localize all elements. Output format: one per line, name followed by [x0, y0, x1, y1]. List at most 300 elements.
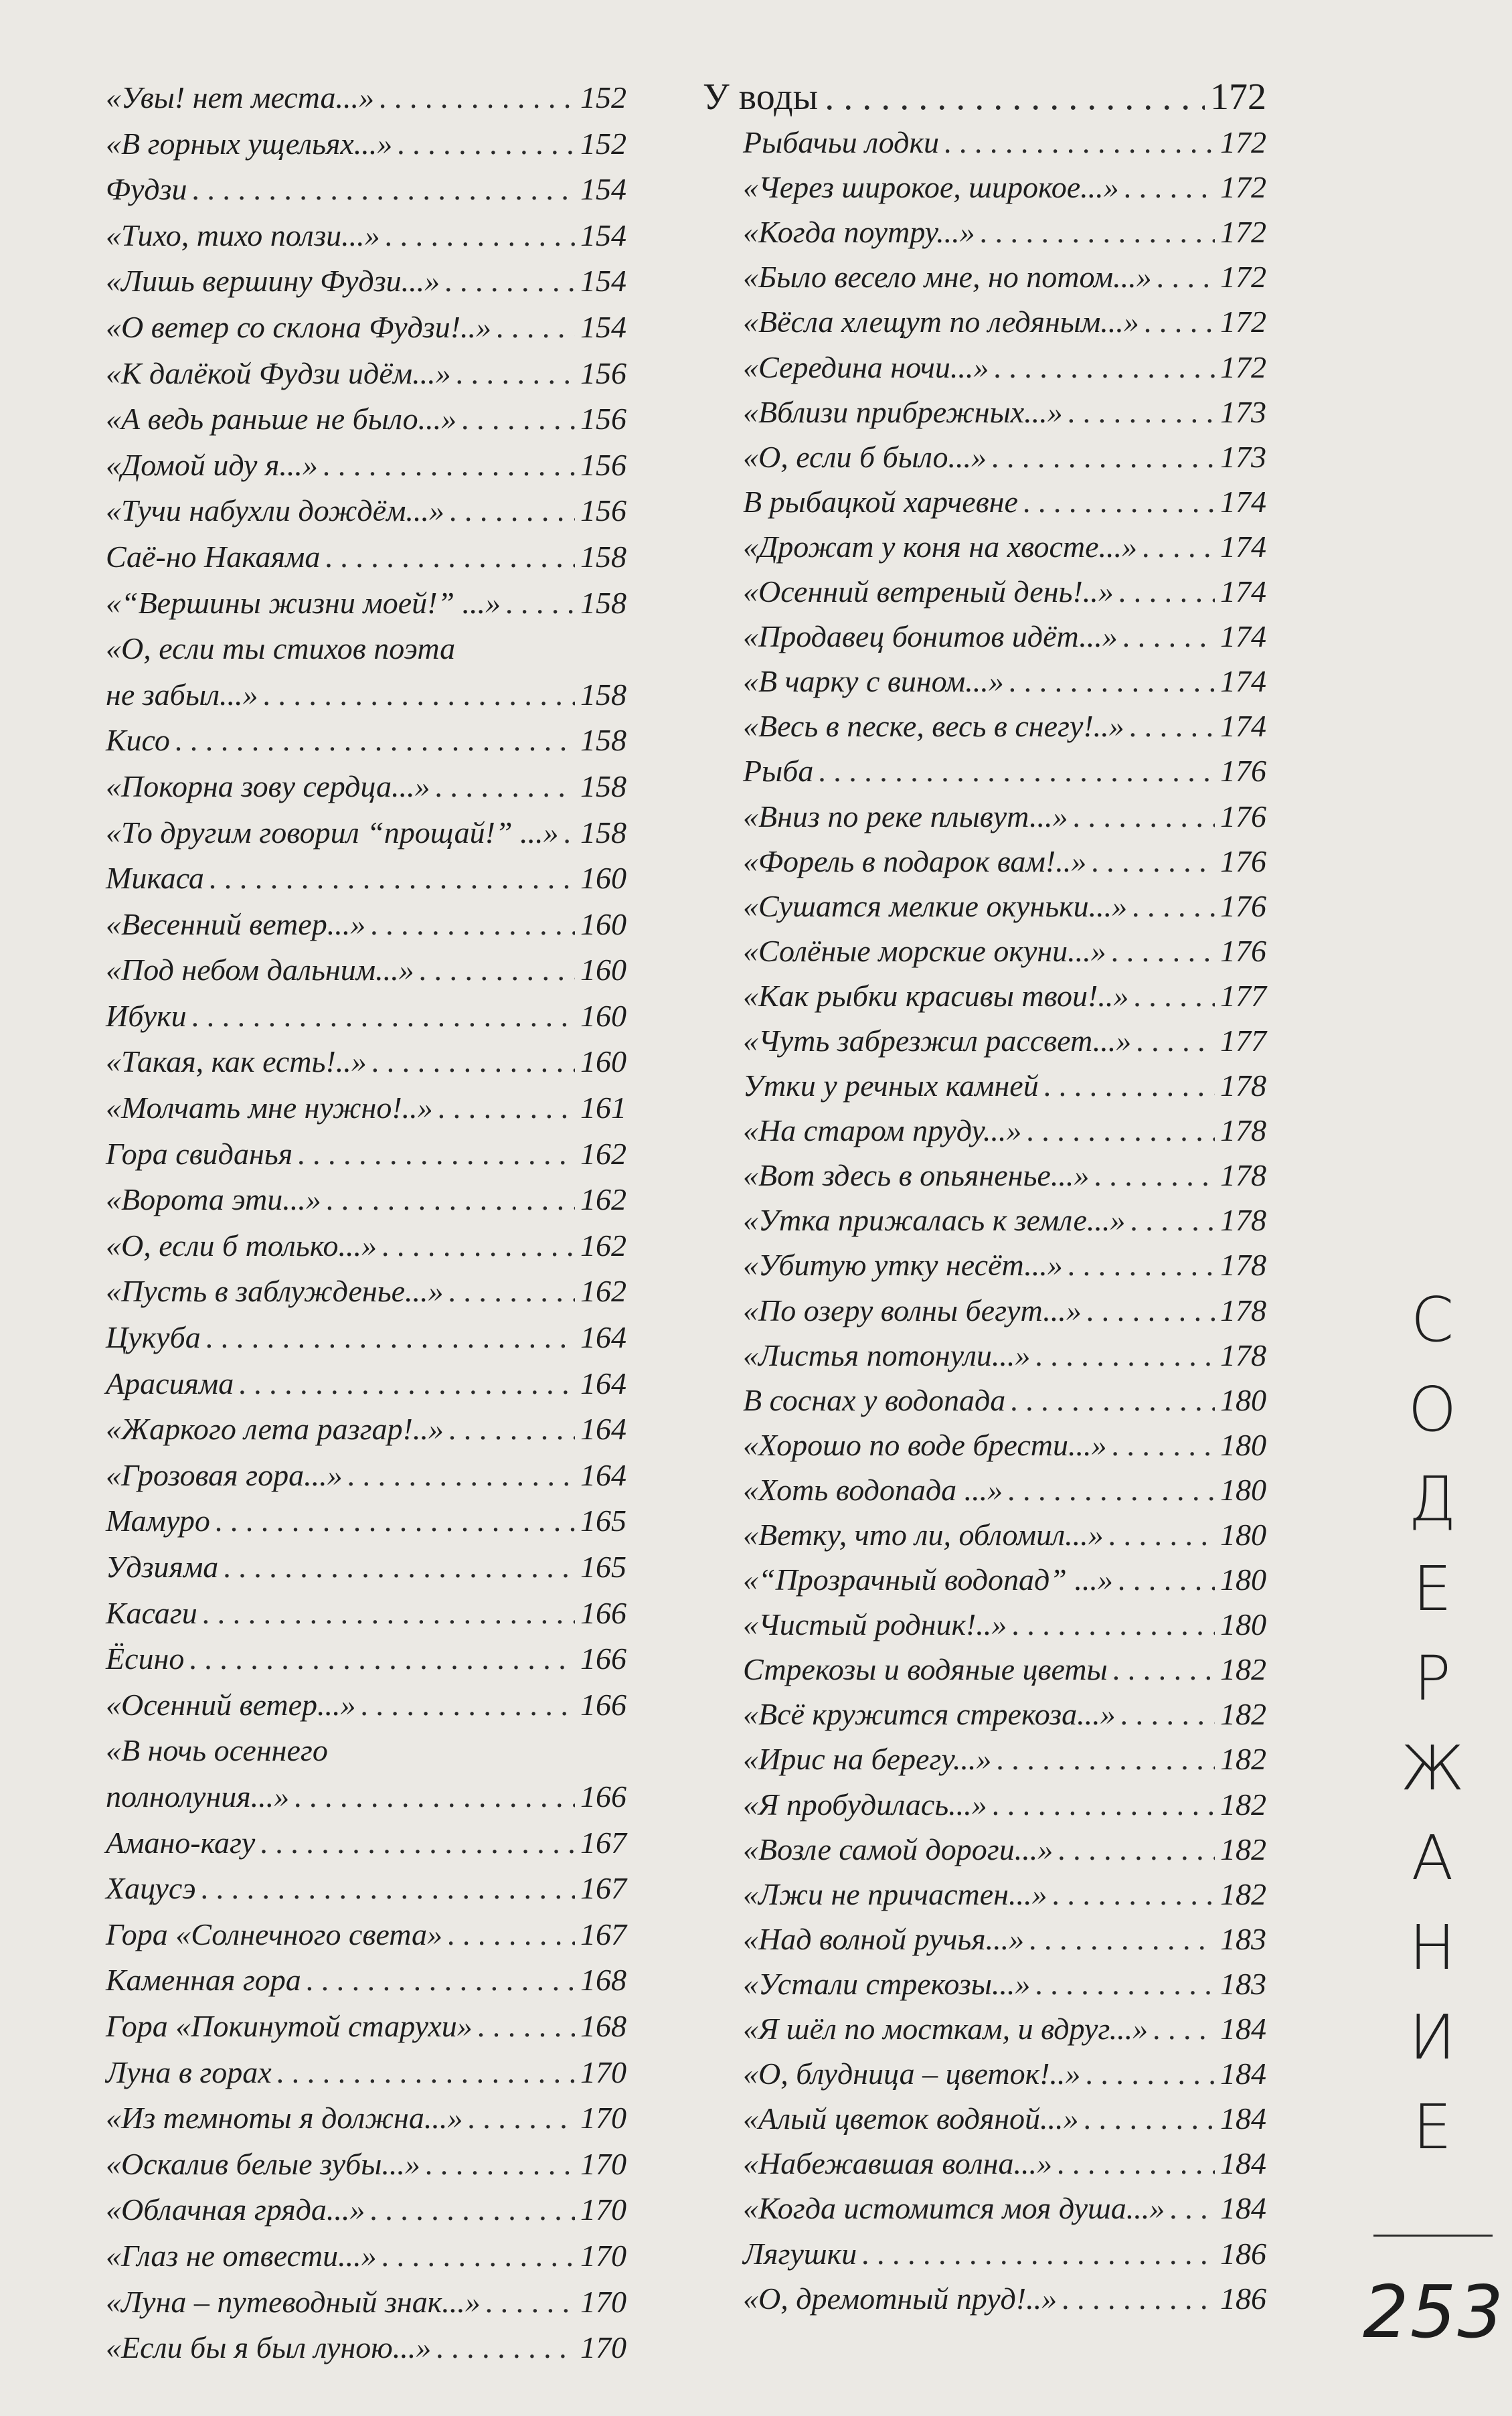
- dot-leader: [277, 2050, 575, 2096]
- dot-leader: [1145, 299, 1215, 344]
- toc-entry: [106, 1682, 626, 1728]
- dot-leader: [1134, 973, 1215, 1018]
- dot-leader: [1119, 569, 1215, 614]
- toc-entry: [106, 947, 626, 993]
- toc-left-column: [106, 75, 626, 2371]
- toc-entry-page: 166: [580, 1595, 626, 1630]
- toc-entry: [703, 1557, 1266, 1602]
- toc-entry-title: «О, если б только...»: [106, 1228, 377, 1263]
- dot-leader: [993, 1782, 1215, 1827]
- toc-entry-title: «Тучи набухли дождём...»: [106, 493, 444, 528]
- toc-entry: [703, 704, 1266, 748]
- toc-entry-title: «Грозовая гора...»: [106, 1457, 343, 1492]
- toc-entry-title: «Домой иду я...»: [106, 447, 318, 482]
- toc-entry-title: не забыл...»: [106, 677, 258, 712]
- toc-entry-page: 164: [580, 1412, 626, 1447]
- toc-entry-page: 178: [1220, 1113, 1266, 1148]
- toc-entry: [106, 1406, 626, 1453]
- toc-entry-page: 172: [1220, 260, 1266, 295]
- toc-entry-page: 176: [1220, 799, 1266, 833]
- toc-entry: [106, 75, 626, 121]
- toc-entry-title: Мамуро: [106, 1504, 210, 1538]
- dot-leader: [1068, 390, 1215, 434]
- dot-leader: [348, 1453, 575, 1499]
- dot-leader: [372, 1039, 575, 1085]
- toc-entry: [703, 2186, 1266, 2231]
- toc-entry-page: 172: [1220, 125, 1266, 160]
- dot-leader: [175, 718, 575, 764]
- toc-entry-title: Касаги: [106, 1595, 197, 1630]
- toc-entry: [106, 764, 626, 810]
- toc-entry-page: 174: [1220, 619, 1266, 654]
- toc-entry: [703, 659, 1266, 704]
- toc-entry-title: «О ветер со склона Фудзи!..»: [106, 309, 492, 344]
- toc-entry-page: 158: [580, 585, 626, 620]
- toc-entry-page: 174: [1220, 709, 1266, 744]
- toc-entry-title: «Чистый родник!..»: [743, 1607, 1007, 1642]
- dot-leader: [1170, 2186, 1215, 2231]
- toc-entry-page: 168: [580, 1963, 626, 1998]
- toc-entry-page: 182: [1220, 1787, 1266, 1822]
- toc-entry-page: 160: [580, 998, 626, 1033]
- toc-entry-page: 152: [580, 80, 626, 114]
- toc-entry-page: 172: [1220, 305, 1266, 339]
- toc-entry: [106, 1498, 626, 1544]
- toc-entry: [703, 1108, 1266, 1153]
- toc-entry-page: 173: [1220, 439, 1266, 474]
- toc-entry: [703, 1737, 1266, 1781]
- dot-leader: [564, 810, 575, 856]
- toc-entry-title: «Ветку, что ли, обломил...»: [743, 1518, 1104, 1552]
- toc-entry: [106, 1866, 626, 1912]
- toc-entry: [703, 929, 1266, 973]
- toc-entry-page: 174: [1220, 484, 1266, 519]
- toc-entry: [106, 2142, 626, 2188]
- toc-entry-title: «Дрожат у коня на хвосте...»: [743, 529, 1138, 564]
- dot-leader: [398, 121, 575, 167]
- vertical-title-letter: Р: [1414, 1643, 1451, 1714]
- toc-entry-title: «Убитую утку несёт...»: [743, 1248, 1063, 1283]
- toc-entry: [703, 1827, 1266, 1872]
- toc-entry-title: «О, если ты стихов поэта: [106, 631, 456, 666]
- toc-entry: [703, 1961, 1266, 2006]
- toc-entry-title: «Тихо, тихо ползи...»: [106, 218, 380, 252]
- toc-entry-page: 184: [1220, 2012, 1266, 2046]
- dot-leader: [1143, 524, 1215, 569]
- toc-entry: [703, 1647, 1266, 1692]
- toc-entry: [106, 1177, 626, 1223]
- toc-entry-page: 176: [1220, 933, 1266, 968]
- toc-entry-page: 184: [1220, 2191, 1266, 2226]
- toc-entry: [703, 390, 1266, 434]
- toc-entry: [703, 120, 1266, 165]
- toc-entry: [106, 902, 626, 948]
- dot-leader: [449, 1269, 575, 1315]
- dot-leader: [445, 258, 575, 305]
- vertical-title-letter: Е: [1412, 1553, 1452, 1625]
- toc-entry-page: 168: [580, 2008, 626, 2043]
- dot-leader: [382, 2233, 575, 2279]
- toc-entry-title: «Я шёл по мосткам, и вдруг...»: [743, 2012, 1149, 2046]
- dot-leader: [1012, 1602, 1215, 1647]
- dot-leader: [449, 1406, 575, 1453]
- toc-entry-page: 177: [1220, 978, 1266, 1013]
- toc-entry-page: 164: [580, 1366, 626, 1400]
- toc-entry: [703, 748, 1266, 793]
- toc-entry: [703, 1872, 1266, 1917]
- dot-leader: [361, 1682, 575, 1728]
- dot-leader: [448, 1912, 575, 1958]
- toc-entry-title: «Продавец бонитов идёт...»: [743, 619, 1118, 654]
- toc-entry-page: 160: [580, 953, 626, 987]
- dot-leader: [478, 2004, 575, 2050]
- toc-entry-page: 170: [580, 2284, 626, 2319]
- toc-entry-title: «Под небом дальним...»: [106, 953, 414, 987]
- dot-leader: [370, 2187, 575, 2233]
- toc-entry-page: 182: [1220, 1697, 1266, 1732]
- toc-entry: [703, 1063, 1266, 1108]
- toc-entry-title: «Глаз не отвести...»: [106, 2238, 377, 2273]
- toc-entry: [703, 569, 1266, 614]
- toc-entry: [703, 2006, 1266, 2051]
- toc-entry-title: «Осенний ветреный день!..»: [743, 574, 1114, 609]
- dot-leader: [1035, 1333, 1215, 1378]
- dot-leader: [206, 1315, 575, 1361]
- toc-entry: [703, 614, 1266, 659]
- toc-entry: [106, 1361, 626, 1407]
- toc-entry: [703, 299, 1266, 344]
- toc-entry-page: 180: [1220, 1607, 1266, 1642]
- toc-entry: [703, 973, 1266, 1018]
- toc-entry: [703, 479, 1266, 524]
- toc-entry-page: 172: [1210, 76, 1266, 118]
- toc-entry-title: «Хорошо по воде брести...»: [743, 1427, 1107, 1462]
- dot-leader: [1029, 1917, 1215, 1961]
- toc-entry: [703, 839, 1266, 884]
- toc-entry-title: Каменная гора: [106, 1963, 301, 1998]
- toc-entry: [703, 1467, 1266, 1512]
- toc-entry: [106, 993, 626, 1040]
- toc-entry-title: «Солёные морские окуни...»: [743, 933, 1106, 968]
- page-number-rule: [1373, 2235, 1493, 2237]
- toc-entry-page: 165: [580, 1504, 626, 1538]
- toc-entry: [106, 2279, 626, 2326]
- dot-leader: [819, 748, 1215, 793]
- toc-entry-title: «По озеру волны бегут...»: [743, 1293, 1082, 1327]
- vertical-title-letter: И: [1409, 2002, 1456, 2073]
- toc-entry: [106, 1591, 626, 1637]
- dot-leader: [994, 345, 1215, 390]
- dot-leader: [1112, 1423, 1215, 1467]
- toc-entry: [106, 121, 626, 167]
- dot-leader: [224, 1544, 575, 1591]
- toc-entry: [703, 1917, 1266, 1961]
- toc-entry-page: 166: [580, 1687, 626, 1722]
- toc-entry-page: 154: [580, 309, 626, 344]
- dot-leader: [323, 442, 575, 489]
- page-number: 253: [1363, 2271, 1505, 2354]
- vertical-title-letter: Н: [1409, 1912, 1456, 1984]
- toc-entry: [106, 1774, 626, 1820]
- toc-entry-title: Рыбачьи лодки: [743, 125, 939, 160]
- dot-leader: [1094, 1153, 1215, 1198]
- toc-entry: [703, 1602, 1266, 1647]
- toc-entry-title: «Увы! нет места...»: [106, 80, 374, 114]
- toc-entry: [106, 396, 626, 442]
- toc-entry: [703, 345, 1266, 390]
- toc-entry-title: «А ведь раньше не было...»: [106, 402, 457, 436]
- toc-list-left: [106, 75, 626, 2371]
- toc-entry: [106, 2233, 626, 2279]
- toc-entry: [106, 2050, 626, 2096]
- toc-entry-title: Цукуба: [106, 1320, 201, 1355]
- toc-entry-page: 156: [580, 447, 626, 482]
- dot-leader: [325, 534, 575, 580]
- toc-entry-page: 184: [1220, 2057, 1266, 2091]
- toc-entry-page: 177: [1220, 1023, 1266, 1058]
- toc-entry-title: Саё-но Накаяма: [106, 539, 321, 574]
- toc-entry: [106, 2325, 626, 2371]
- toc-entry-title: Луна в горах: [106, 2055, 272, 2089]
- dot-leader: [382, 1223, 575, 1269]
- toc-entry-page: 160: [580, 906, 626, 941]
- dot-leader: [981, 210, 1215, 254]
- toc-entry: [703, 2096, 1266, 2141]
- dot-leader: [260, 1820, 575, 1866]
- toc-entry-title: Утки у речных камней: [743, 1068, 1039, 1103]
- toc-entry-page: 178: [1220, 1293, 1266, 1327]
- toc-entry-title: «Весь в песке, весь в снегу!..»: [743, 709, 1124, 744]
- dot-leader: [1035, 1961, 1215, 2006]
- toc-entry-title: Ёсино: [106, 1641, 185, 1676]
- toc-entry: [106, 167, 626, 213]
- dot-leader: [193, 167, 576, 213]
- dot-leader: [216, 1498, 575, 1544]
- toc-entry-title: «Возле самой дороги...»: [743, 1832, 1054, 1866]
- toc-entry-title: «Оскалив белые зубы...»: [106, 2146, 420, 2181]
- toc-entry-title: Гора «Покинутой старухи»: [106, 2008, 473, 2043]
- toc-entry-title: Гора свиданья: [106, 1136, 293, 1171]
- toc-entry: [106, 1085, 626, 1131]
- toc-entry-title: «Когда поутру...»: [743, 215, 975, 250]
- toc-entry-page: 158: [580, 539, 626, 574]
- toc-entry-page: 162: [580, 1274, 626, 1309]
- toc-entry-title: «Форель в подарок вам!..»: [743, 843, 1087, 878]
- vertical-section-title: [1402, 1275, 1462, 2172]
- toc-entry-title: «Как рыбки красивы твои!..»: [743, 978, 1129, 1013]
- dot-leader: [192, 993, 575, 1040]
- toc-entry-page: 176: [1220, 888, 1266, 923]
- dot-leader: [201, 1866, 575, 1912]
- toc-entry-page: 172: [1220, 170, 1266, 205]
- dot-leader: [1124, 165, 1215, 210]
- toc-entry-page: 154: [580, 218, 626, 252]
- toc-entry: [106, 1957, 626, 2004]
- toc-entry: [703, 1782, 1266, 1827]
- toc-entry-title: «Чуть забрезжил рассвет...»: [743, 1023, 1132, 1058]
- toc-entry: [106, 351, 626, 397]
- toc-entry-title: «Вблизи прибрежных...»: [743, 394, 1063, 429]
- dot-leader: [1137, 1018, 1215, 1063]
- toc-entry-page: 156: [580, 402, 626, 436]
- dot-leader: [327, 1177, 575, 1223]
- toc-entry-title: «Сушатся мелкие окуньки...»: [743, 888, 1128, 923]
- dot-leader: [1121, 1692, 1215, 1737]
- toc-entry: [106, 2095, 626, 2142]
- toc-entry-title: полнолуния...»: [106, 1779, 290, 1814]
- dot-leader: [1109, 1512, 1215, 1557]
- toc-entry-title: «О, дремотный пруд!..»: [743, 2281, 1058, 2316]
- toc-entry: [703, 1198, 1266, 1242]
- dot-leader: [420, 947, 575, 993]
- dot-leader: [862, 2231, 1215, 2276]
- toc-entry-page: 174: [1220, 664, 1266, 699]
- toc-entry-page: 170: [580, 2146, 626, 2181]
- dot-leader: [386, 213, 575, 259]
- toc-entry-page: 167: [580, 1825, 626, 1860]
- vertical-title-letter: Д: [1408, 1463, 1456, 1535]
- toc-entry-page: 172: [1220, 349, 1266, 384]
- toc-entry-title: «Вёсла хлещут по ледяным...»: [743, 305, 1139, 339]
- toc-entry-page: 186: [1220, 2236, 1266, 2271]
- toc-entry: [703, 1512, 1266, 1557]
- toc-entry-page: 160: [580, 861, 626, 896]
- toc-entry: [106, 672, 626, 718]
- dot-leader: [450, 488, 575, 534]
- toc-entry-title: «Утка прижалась к земле...»: [743, 1203, 1126, 1238]
- toc-entry-title: «О, если б было...»: [743, 439, 987, 474]
- toc-entry-title: «В горных ущельях...»: [106, 126, 393, 161]
- dot-leader: [1092, 839, 1215, 884]
- toc-entry-title: Лягушки: [743, 2236, 857, 2271]
- dot-leader: [1062, 2276, 1215, 2321]
- toc-entry-page: 180: [1220, 1382, 1266, 1417]
- toc-entry: [106, 1912, 626, 1958]
- toc-entry: [703, 2276, 1266, 2321]
- vertical-title-letter: Ж: [1400, 1733, 1464, 1804]
- toc-entry-page: 180: [1220, 1562, 1266, 1597]
- toc-entry-page: 182: [1220, 1652, 1266, 1687]
- toc-entry-page: 178: [1220, 1248, 1266, 1283]
- toc-entry-page: 184: [1220, 2146, 1266, 2181]
- toc-entry: [703, 2051, 1266, 2096]
- dot-leader: [295, 1774, 575, 1820]
- toc-entry-page: 167: [580, 1871, 626, 1906]
- dot-leader: [1113, 1647, 1215, 1692]
- dot-leader: [1087, 1288, 1215, 1333]
- toc-entry-page: 156: [580, 355, 626, 390]
- toc-entry-page: 176: [1220, 843, 1266, 878]
- dot-leader: [1068, 1242, 1215, 1287]
- toc-entry-title: «Когда истомится моя душа...»: [743, 2191, 1165, 2226]
- toc-entry-title: «“Вершины жизни моей!” ...»: [106, 585, 501, 620]
- toc-entry-title: «Облачная гряда...»: [106, 2192, 365, 2227]
- toc-entry: [106, 534, 626, 580]
- toc-entry: [106, 258, 626, 305]
- toc-entry-title: «Осенний ветер...»: [106, 1687, 356, 1722]
- dot-leader: [944, 120, 1215, 165]
- toc-entry-page: 178: [1220, 1338, 1266, 1372]
- toc-entry-title: «Весенний ветер...»: [106, 906, 366, 941]
- toc-entry-page: 158: [580, 723, 626, 758]
- toc-entry-title: «То другим говорил “прощай!” ...»: [106, 815, 559, 850]
- dot-leader: [1123, 614, 1215, 659]
- dot-leader: [189, 1636, 575, 1682]
- toc-entry-page: 167: [580, 1917, 626, 1951]
- dot-leader: [435, 764, 575, 810]
- toc-entry-page: 170: [580, 2330, 626, 2365]
- toc-entry-page: 178: [1220, 1068, 1266, 1103]
- toc-entry-page: 166: [580, 1779, 626, 1814]
- dot-leader: [1130, 1198, 1215, 1242]
- toc-entry-title: «Лжи не причастен...»: [743, 1876, 1047, 1911]
- toc-right-column: [703, 75, 1266, 2321]
- toc-entry: [106, 1728, 626, 1774]
- toc-entry: [106, 1315, 626, 1361]
- toc-entry-page: 160: [580, 1044, 626, 1079]
- dot-leader: [1058, 1827, 1215, 1872]
- dot-leader: [371, 902, 575, 948]
- toc-entry-title: Удзияма: [106, 1550, 219, 1584]
- toc-entry-title: Фудзи: [106, 172, 187, 207]
- toc-entry: [106, 1544, 626, 1591]
- dot-leader: [1130, 704, 1215, 748]
- toc-entry-title: «В чарку с вином...»: [743, 664, 1004, 699]
- toc-entry-page: 182: [1220, 1832, 1266, 1866]
- toc-entry-page: 154: [580, 264, 626, 299]
- vertical-title-letter: Е: [1412, 2091, 1452, 2163]
- toc-entry-page: 152: [580, 126, 626, 161]
- dot-leader: [462, 396, 575, 442]
- toc-entry-title: «Набежавшая волна...»: [743, 2146, 1052, 2181]
- toc-list-right: [703, 75, 1266, 2321]
- toc-entry: [703, 1378, 1266, 1423]
- toc-entry-page: 176: [1220, 754, 1266, 789]
- toc-entry: [106, 1269, 626, 1315]
- dot-leader: [438, 1085, 575, 1131]
- toc-entry-title: «Через широкое, широкое...»: [743, 170, 1119, 205]
- toc-entry-title: «Вниз по реке плывут...»: [743, 799, 1068, 833]
- toc-entry-title: «Молчать мне нужно!..»: [106, 1091, 433, 1125]
- dot-leader: [1023, 479, 1215, 524]
- toc-entry-title: Рыба: [743, 754, 814, 789]
- dot-leader: [486, 2279, 575, 2326]
- toc-entry-title: «“Прозрачный водопад” ...»: [743, 1562, 1113, 1597]
- dot-leader: [506, 580, 575, 627]
- toc-entry-title: «Лишь вершину Фудзи...»: [106, 264, 440, 299]
- toc-entry-page: 158: [580, 677, 626, 712]
- toc-entry: [106, 718, 626, 764]
- toc-entry: [703, 1333, 1266, 1378]
- toc-entry-page: 178: [1220, 1203, 1266, 1238]
- dot-leader: [1118, 1557, 1215, 1602]
- dot-leader: [1058, 2141, 1215, 2186]
- toc-entry-title: Микаса: [106, 861, 204, 896]
- dot-leader: [307, 1957, 575, 2004]
- toc-entry-page: 162: [580, 1228, 626, 1263]
- toc-entry: [703, 434, 1266, 479]
- dot-leader: [497, 305, 575, 351]
- toc-entry-title: «Всё кружится стрекоза...»: [743, 1697, 1116, 1732]
- toc-entry-title: «Такая, как есть!..»: [106, 1044, 367, 1079]
- toc-entry-page: 184: [1220, 2101, 1266, 2136]
- dot-leader: [1132, 884, 1215, 929]
- dot-leader: [1153, 2006, 1215, 2051]
- toc-entry-title: «О, блудница – цветок!..»: [743, 2057, 1081, 2091]
- toc-entry-title: «Я пробудилась...»: [743, 1787, 987, 1822]
- toc-entry: [703, 165, 1266, 210]
- dot-leader: [1084, 2096, 1215, 2141]
